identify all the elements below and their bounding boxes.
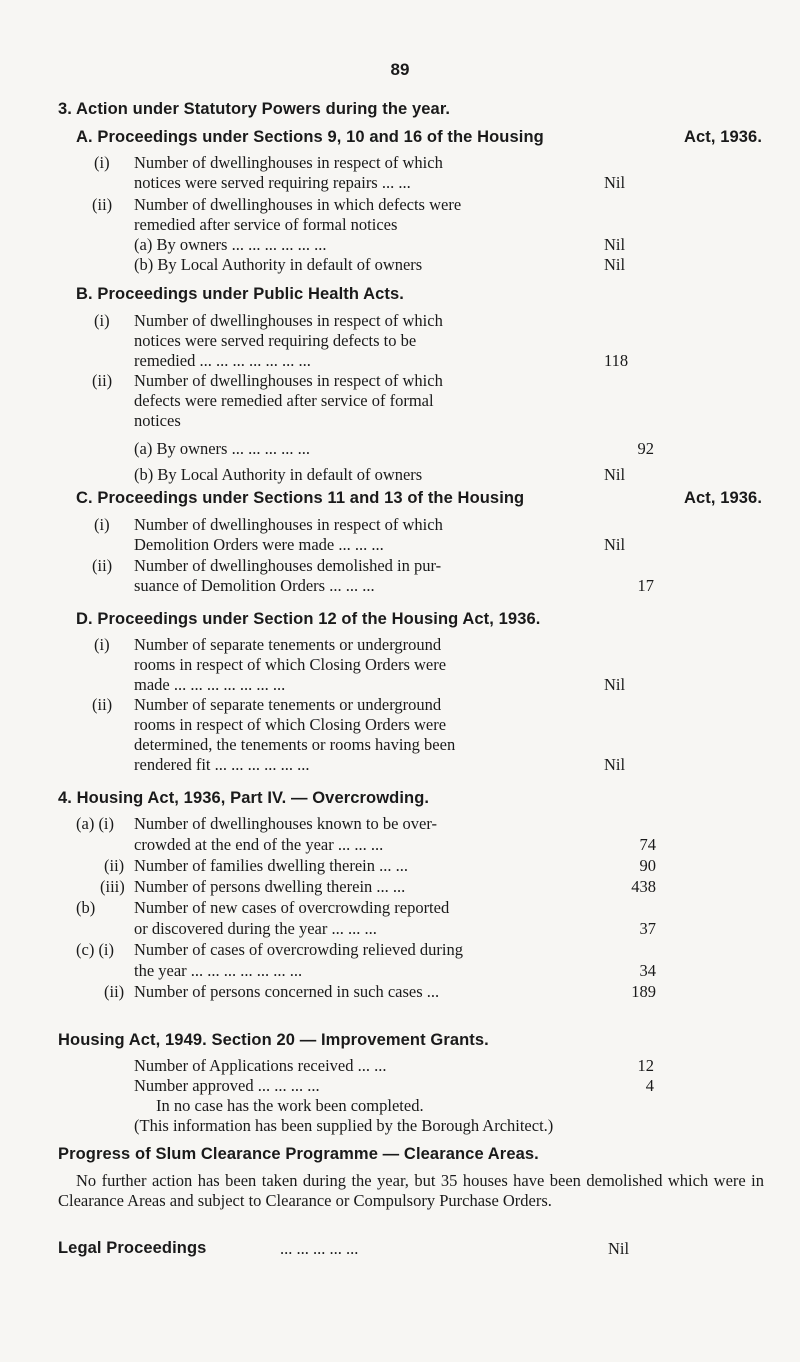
- d-item-ii-value: Nil: [604, 755, 626, 774]
- d-item-i-line3: made ... ... ... ... ... ... ...: [134, 675, 286, 694]
- s4-a-i-line1: Number of dwellinghouses known to be over-: [134, 814, 438, 833]
- d-item-ii-line1: Number of separate tenements or underground: [134, 695, 442, 714]
- a-item-ii-line1: Number of dwellinghouses in which defects were: [134, 195, 462, 214]
- section-a-heading-end: Act, 1936.: [683, 128, 762, 146]
- a-item-i-number: (i): [94, 153, 110, 172]
- s4-c-ii-value: 189: [631, 982, 656, 1001]
- b-item-i-line3: remedied ... ... ... ... ... ... ...: [134, 351, 311, 370]
- b-item-ii-a-value: 92: [637, 439, 654, 458]
- grants-approved-value: 4: [645, 1076, 654, 1095]
- grants-note-2: (This information has been supplied by the Borough Architect.): [134, 1116, 554, 1135]
- b-item-ii-line1: Number of dwellinghouses in respect of which: [134, 371, 443, 390]
- c-item-ii-line1: Number of dwellinghouses demolished in pur-: [134, 556, 442, 575]
- section-d-heading: D. Proceedings under Section 12 of the Housing Act, 1936.: [76, 610, 541, 628]
- a-item-i-line2: notices were served requiring repairs ... ...: [134, 173, 411, 192]
- a-item-ii-a-value: Nil: [604, 235, 626, 254]
- d-item-i-value: Nil: [604, 675, 626, 694]
- section-c-heading-text: C. Proceedings under Sections 11 and 13 of the Housing: [76, 489, 525, 507]
- s4-b-number: (b): [76, 898, 96, 917]
- s4-c-ii-text: Number of persons concerned in such cases ...: [134, 982, 440, 1001]
- s4-a-iii-number: (iii): [100, 877, 125, 896]
- s4-a-i-number: (a) (i): [76, 814, 115, 833]
- c-item-i-line2: Demolition Orders were made ... ... ...: [134, 535, 384, 554]
- s4-c-ii-number: (ii): [104, 982, 125, 1001]
- d-item-ii-line2: rooms in respect of which Closing Orders were: [134, 715, 447, 734]
- b-item-ii-line3: notices: [134, 411, 181, 430]
- s4-a-ii-number: (ii): [104, 856, 125, 875]
- c-item-i-line1: Number of dwellinghouses in respect of which: [134, 515, 443, 534]
- grants-received-value: 12: [637, 1056, 654, 1075]
- s4-a-i-line2: crowded at the end of the year ... ... ...: [134, 835, 384, 854]
- section-3-title: 3. Action under Statutory Powers during the year.: [58, 100, 451, 118]
- d-item-ii-number: (ii): [92, 695, 113, 714]
- c-item-i-value: Nil: [604, 535, 626, 554]
- a-item-ii-line2: remedied after service of formal notices: [134, 215, 398, 234]
- page-number: 89: [390, 60, 410, 79]
- s4-c-i-number: (c) (i): [76, 940, 115, 959]
- legal-title: Legal Proceedings: [58, 1239, 207, 1257]
- a-item-i-line1: Number of dwellinghouses in respect of which: [134, 153, 443, 172]
- s4-c-i-line2: the year ... ... ... ... ... ... ...: [134, 961, 303, 980]
- section-4-title: 4. Housing Act, 1936, Part IV. — Overcrowding.: [58, 789, 430, 807]
- grants-received-text: Number of Applications received ... ...: [134, 1056, 387, 1075]
- section-a-heading: [76, 128, 762, 147]
- s4-c-i-line1: Number of cases of overcrowding relieved during: [134, 940, 463, 959]
- a-item-ii-a-text: (a) By owners ... ... ... ... ... ...: [134, 235, 327, 254]
- d-item-i-line1: Number of separate tenements or underground: [134, 635, 442, 654]
- b-item-i-line1: Number of dwellinghouses in respect of which: [134, 311, 443, 330]
- c-item-ii-line2: suance of Demolition Orders ... ... ...: [134, 576, 375, 595]
- s4-a-iii-text: Number of persons dwelling therein ... ...: [134, 877, 406, 896]
- section-a-heading-text: A. Proceedings under Sections 9, 10 and 16 of the Housing: [76, 128, 544, 146]
- b-item-ii-b-text: (b) By Local Authority in default of owners: [134, 465, 423, 484]
- b-item-ii-number: (ii): [92, 371, 113, 390]
- section-b-heading: B. Proceedings under Public Health Acts.: [76, 285, 404, 303]
- b-item-ii-b-value: Nil: [604, 465, 626, 484]
- c-item-i-number: (i): [94, 515, 110, 534]
- c-item-ii-value: 17: [637, 576, 654, 595]
- legal-dots: ... ... ... ... ...: [280, 1239, 359, 1258]
- a-item-ii-b-text: (b) By Local Authority in default of owners: [134, 255, 423, 274]
- b-item-i-number: (i): [94, 311, 110, 330]
- grants-approved-text: Number approved ... ... ... ...: [134, 1076, 320, 1095]
- grants-title: Housing Act, 1949. Section 20 — Improvement Grants.: [58, 1031, 489, 1049]
- s4-b-value: 37: [639, 919, 656, 938]
- s4-a-iii-value: 438: [631, 877, 656, 896]
- b-item-i-line2: notices were served requiring defects to be: [134, 331, 417, 350]
- s4-b-line1: Number of new cases of overcrowding reported: [134, 898, 450, 917]
- d-item-ii-line3: determined, the tenements or rooms having been: [134, 735, 456, 754]
- c-item-ii-number: (ii): [92, 556, 113, 575]
- b-item-ii-line2: defects were remedied after service of formal: [134, 391, 434, 410]
- legal-value: Nil: [608, 1239, 630, 1258]
- slum-paragraph: No further action has been taken during the year, but 35 houses have been demolished which were in Clearance Areas and subject to Clearance or Compulsory Purchase Orders.: [58, 1171, 764, 1210]
- s4-c-i-value: 34: [639, 961, 656, 980]
- slum-title: Progress of Slum Clearance Programme — Clearance Areas.: [58, 1145, 539, 1163]
- b-item-i-value: 118: [604, 351, 629, 370]
- a-item-i-value: Nil: [604, 173, 626, 192]
- s4-a-ii-text: Number of families dwelling therein ... ...: [134, 856, 409, 875]
- s4-b-line2: or discovered during the year ... ... ...: [134, 919, 377, 938]
- s4-a-ii-value: 90: [639, 856, 656, 875]
- a-item-ii-number: (ii): [92, 195, 113, 214]
- a-item-ii-b-value: Nil: [604, 255, 626, 274]
- s4-a-i-value: 74: [639, 835, 656, 854]
- section-c-heading: [76, 489, 762, 508]
- d-item-ii-line4: rendered fit ... ... ... ... ... ...: [134, 755, 310, 774]
- b-item-ii-a-text: (a) By owners ... ... ... ... ...: [134, 439, 310, 458]
- d-item-i-line2: rooms in respect of which Closing Orders were: [134, 655, 447, 674]
- section-c-heading-end: Act, 1936.: [683, 489, 762, 507]
- d-item-i-number: (i): [94, 635, 110, 654]
- grants-note-1: In no case has the work been completed.: [156, 1096, 424, 1115]
